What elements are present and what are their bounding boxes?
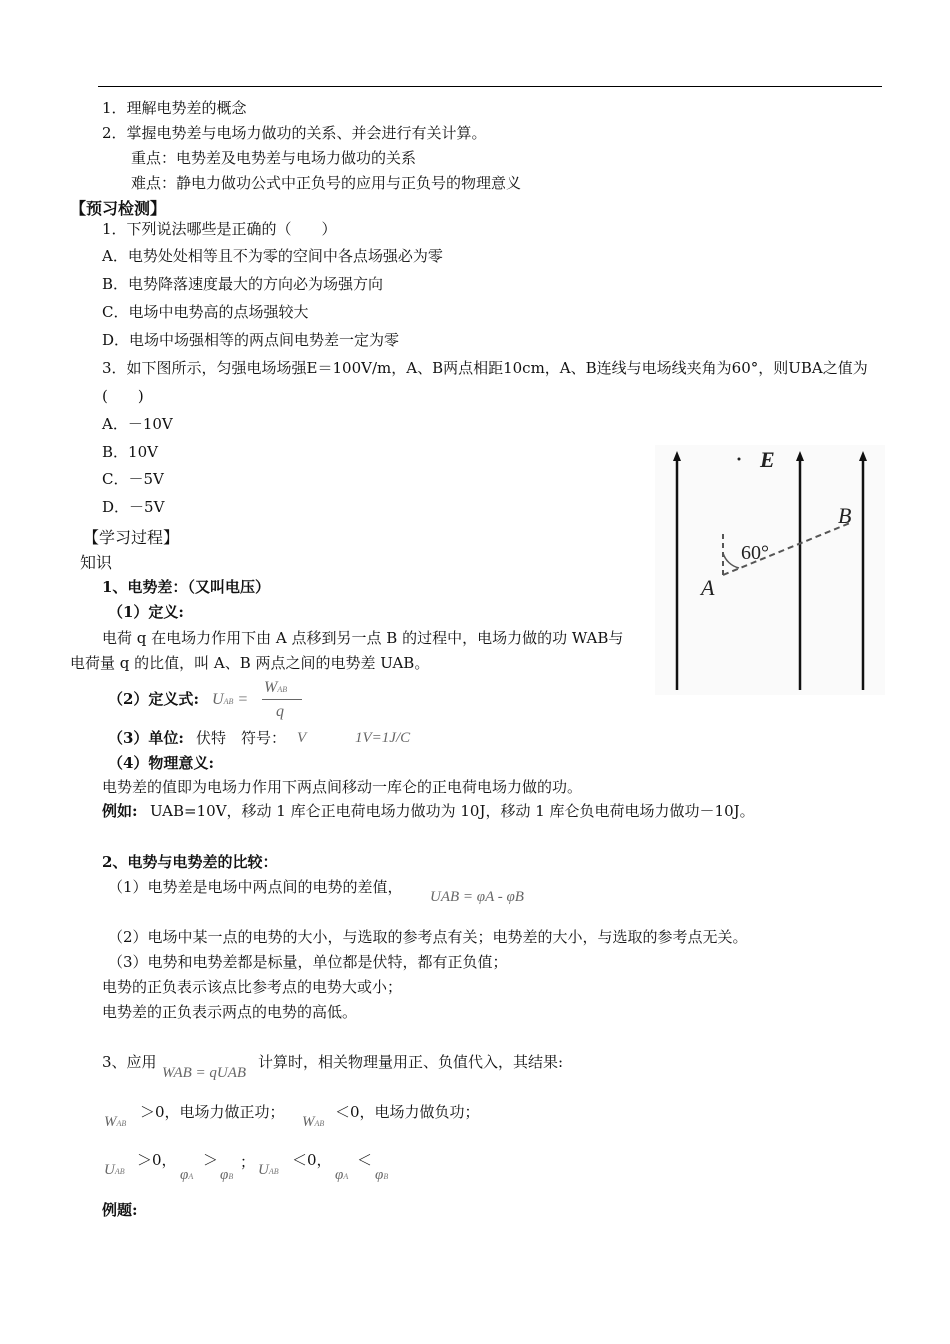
unit-symbol: V bbox=[297, 730, 307, 746]
difficult-point: 难点：静电力做功公式中正负号的应用与正负号的物理意义 bbox=[131, 174, 522, 192]
question-1-option-c: C．电场中电势高的点场强较大 bbox=[102, 303, 309, 321]
key-point: 重点：电势差及电势差与电场力做功的关系 bbox=[131, 149, 417, 167]
objective-2: 2．掌握电势差与电场力做功的关系、并会进行有关计算。 bbox=[102, 124, 487, 142]
figure-background bbox=[655, 445, 885, 695]
comparison-4: 电势的正负表示该点比参考点的电势大或小； bbox=[102, 978, 403, 996]
label-a: A bbox=[701, 575, 715, 600]
question-1-option-d: D．电场中场强相等的两点间电势差一定为零 bbox=[102, 331, 400, 349]
fraction-bar bbox=[262, 699, 302, 700]
definition-title: （1）定义: bbox=[108, 603, 184, 621]
section-3-suffix: 计算时，相关物理量用正、负值代入，其结果: bbox=[258, 1053, 564, 1071]
label-e-dot bbox=[738, 458, 741, 461]
voltage-symbol-2: UAB bbox=[258, 1162, 279, 1178]
voltage-positive: ＞0， bbox=[137, 1151, 177, 1169]
work-positive: ＞0，电场力做正功； bbox=[140, 1103, 285, 1121]
formula-title: （2）定义式: bbox=[108, 690, 199, 708]
label-angle: 60° bbox=[741, 542, 769, 564]
unit-title: （3）单位: bbox=[108, 729, 184, 747]
less-than: ＜ bbox=[357, 1151, 373, 1169]
comparison-1: （1）电势差是电场中两点间的电势的差值， bbox=[108, 878, 403, 896]
section-1-title: 1、电势差：（又叫电压） bbox=[102, 578, 270, 596]
work-symbol-1: WAB bbox=[104, 1114, 127, 1130]
question-3-option-b: B．10V bbox=[102, 443, 158, 461]
question-3: 3．如下图所示，匀强电场场强E＝100V/m，A、B两点相距10cm，A、B连线与电场线夹角为60°，则UBA之值为 bbox=[102, 359, 868, 377]
comparison-3: （3）电势和电势差都是标量，单位都是伏特，都有正负值； bbox=[108, 953, 508, 971]
objective-1: 1．理解电势差的概念 bbox=[102, 99, 247, 117]
voltage-negative: ＜0， bbox=[292, 1151, 332, 1169]
question-3-paren: ( ) bbox=[102, 387, 144, 405]
greater-than: ＞ bbox=[203, 1151, 219, 1169]
formula-lhs-symbol: U bbox=[212, 691, 224, 708]
header-rule bbox=[98, 86, 882, 87]
question-3-option-a: A．－10V bbox=[102, 415, 173, 433]
formula-numerator bbox=[264, 680, 287, 696]
knowledge-label: 知识 bbox=[80, 553, 113, 572]
comparison-2: （2）电场中某一点的电势的大小，与选取的参考点有关；电势差的大小，与选取的参考点无关。 bbox=[108, 928, 748, 946]
formula-numerator-symbol: W bbox=[264, 679, 278, 696]
section-3-prefix: 3、应用 bbox=[102, 1053, 157, 1071]
potential-difference-formula: UAB = φA - φB bbox=[430, 889, 524, 905]
separator: ； bbox=[240, 1153, 256, 1171]
question-1-option-b: B．电势降落速度最大的方向必为场强方向 bbox=[102, 275, 384, 293]
formula-lhs: UAB = bbox=[212, 691, 249, 708]
electric-field-figure bbox=[655, 445, 885, 695]
example-label: 例如: bbox=[102, 802, 138, 820]
section-2-title: 2、电势与电势差的比较： bbox=[102, 853, 278, 871]
label-e: E bbox=[760, 447, 775, 472]
example-text: UAB=10V，移动 1 库仑正电荷电场力做功为 10J，移动 1 库仑负电荷电场力做功－10J。 bbox=[150, 802, 755, 820]
definition-line-1: 电荷 q 在电场力作用下由 A 点移到另一点 B 的过程中，电场力做的功 WAB与 bbox=[102, 629, 624, 647]
phi-a-2: φA bbox=[335, 1167, 349, 1183]
question-1-option-a: A．电势处处相等且不为零的空间中各点场强必为零 bbox=[102, 247, 443, 265]
phi-b-1: φB bbox=[220, 1167, 234, 1183]
process-heading: 【学习过程】 bbox=[83, 528, 180, 547]
question-1: 1．下列说法哪些是正确的（ ） bbox=[102, 220, 337, 238]
formula-numerator-subscript: AB bbox=[277, 685, 288, 694]
preview-heading: 【预习检测】 bbox=[70, 199, 167, 218]
unit-text: 伏特 符号： bbox=[196, 729, 287, 747]
question-3-option-d: D．－5V bbox=[102, 498, 165, 516]
question-3-option-c: C．－5V bbox=[102, 470, 164, 488]
meaning-text: 电势差的值即为电场力作用下两点间移动一库仑的正电荷电场力做的功。 bbox=[102, 778, 583, 796]
meaning-title: （4）物理意义: bbox=[108, 754, 214, 772]
label-b: B bbox=[838, 503, 852, 528]
example-heading: 例题: bbox=[102, 1201, 138, 1219]
work-formula: WAB = qUAB bbox=[162, 1065, 247, 1081]
unit-relation: 1V=1J/C bbox=[355, 730, 411, 746]
work-symbol-2: WAB bbox=[302, 1114, 325, 1130]
definition-line-2: 电荷量 q 的比值，叫 A、B 两点之间的电势差 UAB。 bbox=[70, 654, 430, 672]
work-negative: ＜0，电场力做负功； bbox=[335, 1103, 480, 1121]
formula-denominator: q bbox=[276, 703, 284, 720]
comparison-5: 电势差的正负表示两点的电势的高低。 bbox=[102, 1003, 358, 1021]
phi-b-2: φB bbox=[375, 1167, 389, 1183]
formula-lhs-subscript: AB bbox=[223, 697, 234, 706]
phi-a-1: φA bbox=[180, 1167, 194, 1183]
voltage-symbol-1: UAB bbox=[104, 1162, 125, 1178]
